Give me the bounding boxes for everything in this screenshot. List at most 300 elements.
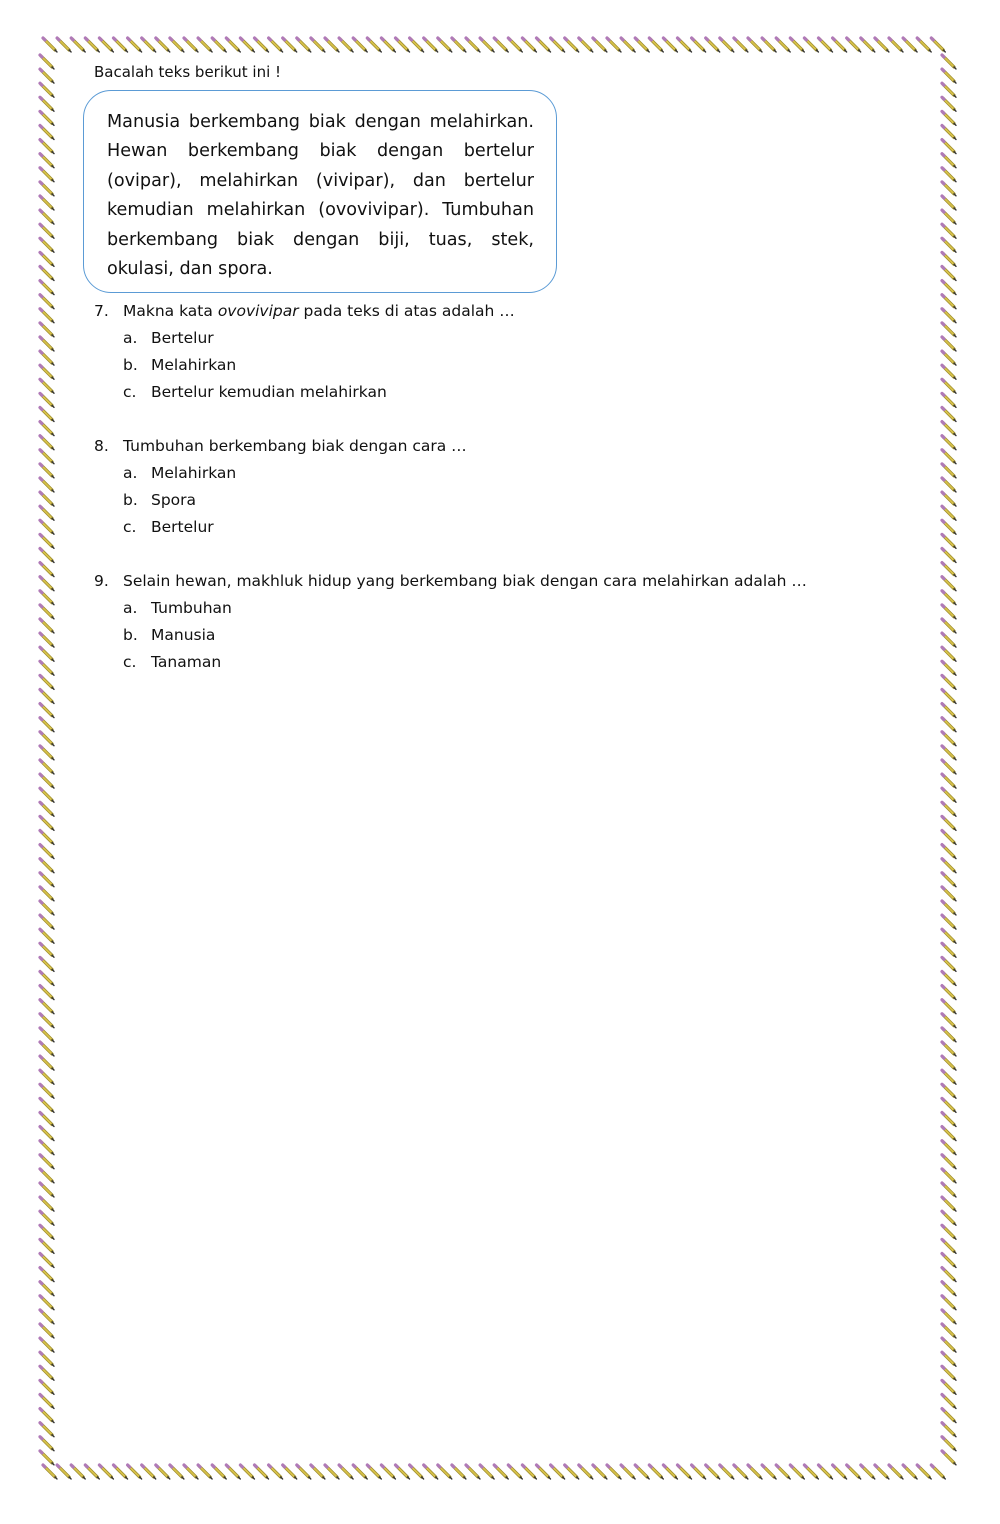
pencil-icon bbox=[522, 1465, 536, 1479]
pencil-icon bbox=[410, 1465, 424, 1479]
pencil-icon bbox=[40, 97, 54, 111]
question-7-options bbox=[94, 325, 914, 406]
pencil-icon bbox=[734, 1465, 748, 1479]
option-text: Tanaman bbox=[151, 653, 222, 671]
pencil-icon bbox=[255, 38, 269, 52]
pencil-icon bbox=[40, 126, 54, 140]
pencil-icon bbox=[40, 577, 54, 591]
pencil-icon bbox=[40, 1056, 54, 1070]
pencil-icon bbox=[942, 238, 956, 252]
pencil-icon bbox=[396, 1465, 410, 1479]
pencil-icon bbox=[942, 182, 956, 196]
pencil-icon bbox=[353, 38, 367, 52]
option-letter: c. bbox=[123, 383, 137, 401]
option-text: Bertelur bbox=[151, 518, 214, 536]
pencil-icon bbox=[942, 1437, 956, 1451]
pencil-icon bbox=[40, 1338, 54, 1352]
pencil-icon bbox=[494, 38, 508, 52]
option-b[interactable] bbox=[123, 352, 914, 379]
pencil-icon bbox=[40, 633, 54, 647]
pencil-icon bbox=[720, 38, 734, 52]
pencil-icon bbox=[40, 957, 54, 971]
pencil-icon bbox=[942, 450, 956, 464]
pencil-icon bbox=[942, 267, 956, 281]
pencil-icon bbox=[875, 38, 889, 52]
pencil-icon bbox=[40, 1282, 54, 1296]
question-list bbox=[94, 298, 914, 703]
question-text: Makna kata ovovivipar pada teks di atas adalah … bbox=[123, 302, 515, 320]
pencil-icon bbox=[942, 1254, 956, 1268]
reading-passage-box bbox=[83, 90, 557, 293]
pencil-icon bbox=[663, 38, 677, 52]
pencil-icon bbox=[942, 1366, 956, 1380]
pencil-icon bbox=[579, 1465, 593, 1479]
pencil-icon bbox=[381, 1465, 395, 1479]
pencil-icon bbox=[40, 802, 54, 816]
pencil-icon bbox=[283, 38, 297, 52]
pencil-icon bbox=[240, 1465, 254, 1479]
pencil-icon bbox=[40, 1296, 54, 1310]
pencil-icon bbox=[198, 1465, 212, 1479]
question-9 bbox=[94, 568, 914, 676]
pencil-icon bbox=[903, 1465, 917, 1479]
pencil-icon bbox=[942, 1380, 956, 1394]
pencil-icon bbox=[466, 1465, 480, 1479]
question-8-options bbox=[94, 460, 914, 541]
pencil-icon bbox=[40, 690, 54, 704]
pencil-icon bbox=[706, 1465, 720, 1479]
option-b[interactable] bbox=[123, 487, 914, 514]
pencil-icon bbox=[480, 1465, 494, 1479]
pencil-icon bbox=[71, 1465, 85, 1479]
question-number: 7. bbox=[94, 302, 109, 320]
pencil-icon bbox=[40, 887, 54, 901]
pencil-icon bbox=[942, 154, 956, 168]
pencil-icon bbox=[847, 38, 861, 52]
option-a[interactable] bbox=[123, 325, 914, 352]
pencil-icon bbox=[942, 323, 956, 337]
pencil-icon bbox=[40, 549, 54, 563]
pencil-icon bbox=[40, 1437, 54, 1451]
pencil-icon bbox=[903, 38, 917, 52]
pencil-icon bbox=[452, 1465, 466, 1479]
pencil-icon bbox=[40, 704, 54, 718]
italic-term: ovovivipar bbox=[217, 302, 299, 320]
pencil-icon bbox=[861, 38, 875, 52]
pencil-icon bbox=[40, 168, 54, 182]
pencil-icon bbox=[942, 943, 956, 957]
option-a[interactable] bbox=[123, 460, 914, 487]
pencil-icon bbox=[537, 1465, 551, 1479]
pencil-icon bbox=[40, 1127, 54, 1141]
pencil-icon bbox=[942, 873, 956, 887]
pencil-icon bbox=[942, 506, 956, 520]
pencil-icon bbox=[508, 38, 522, 52]
pencil-icon bbox=[819, 1465, 833, 1479]
pencil-icon bbox=[269, 1465, 283, 1479]
pencil-icon bbox=[942, 647, 956, 661]
pencil-icon bbox=[438, 1465, 452, 1479]
pencil-icon bbox=[692, 1465, 706, 1479]
pencil-icon bbox=[40, 1380, 54, 1394]
option-text: Manusia bbox=[151, 626, 216, 644]
pencil-icon bbox=[40, 1084, 54, 1098]
pencil-icon bbox=[942, 1451, 956, 1465]
pencil-icon bbox=[663, 1465, 677, 1479]
question-number: 9. bbox=[94, 572, 109, 590]
pencil-icon bbox=[942, 1268, 956, 1282]
pencil-icon bbox=[424, 38, 438, 52]
pencil-icon bbox=[942, 591, 956, 605]
pencil-icon bbox=[40, 1268, 54, 1282]
pencil-border-right bbox=[942, 55, 956, 1465]
pencil-icon bbox=[593, 1465, 607, 1479]
pencil-icon bbox=[942, 1141, 956, 1155]
pencil-icon bbox=[942, 1098, 956, 1112]
pencil-icon bbox=[635, 38, 649, 52]
pencil-icon bbox=[40, 111, 54, 125]
pencil-icon bbox=[325, 38, 339, 52]
pencil-icon bbox=[942, 1084, 956, 1098]
instruction-text: Bacalah teks berikut ini ! bbox=[94, 63, 282, 81]
pencil-icon bbox=[942, 1183, 956, 1197]
pencil-icon bbox=[40, 915, 54, 929]
pencil-icon bbox=[833, 1465, 847, 1479]
pencil-icon bbox=[283, 1465, 297, 1479]
pencil-icon bbox=[804, 38, 818, 52]
pencil-icon bbox=[40, 408, 54, 422]
pencil-icon bbox=[942, 1169, 956, 1183]
pencil-icon bbox=[40, 393, 54, 407]
option-c[interactable] bbox=[123, 649, 914, 676]
pencil-icon bbox=[804, 1465, 818, 1479]
pencil-icon bbox=[40, 323, 54, 337]
option-letter: b. bbox=[123, 356, 138, 374]
pencil-icon bbox=[85, 38, 99, 52]
pencil-icon bbox=[942, 1423, 956, 1437]
pencil-icon bbox=[593, 38, 607, 52]
pencil-icon bbox=[40, 492, 54, 506]
pencil-icon bbox=[942, 1338, 956, 1352]
option-b[interactable] bbox=[123, 622, 914, 649]
pencil-icon bbox=[170, 38, 184, 52]
option-letter: b. bbox=[123, 626, 138, 644]
pencil-icon bbox=[942, 224, 956, 238]
pencil-icon bbox=[40, 774, 54, 788]
pencil-icon bbox=[942, 1056, 956, 1070]
pencil-icon bbox=[410, 38, 424, 52]
pencil-icon bbox=[40, 1141, 54, 1155]
pencil-border-left bbox=[40, 55, 54, 1465]
pencil-icon bbox=[942, 1197, 956, 1211]
pencil-icon bbox=[942, 1000, 956, 1014]
pencil-icon bbox=[142, 38, 156, 52]
pencil-icon bbox=[942, 140, 956, 154]
pencil-icon bbox=[40, 1000, 54, 1014]
pencil-icon bbox=[579, 38, 593, 52]
pencil-icon bbox=[678, 38, 692, 52]
pencil-icon bbox=[466, 38, 480, 52]
pencil-icon bbox=[40, 534, 54, 548]
pencil-icon bbox=[551, 38, 565, 52]
pencil-icon bbox=[942, 859, 956, 873]
pencil-icon bbox=[40, 1239, 54, 1253]
pencil-icon bbox=[212, 1465, 226, 1479]
pencil-icon bbox=[942, 520, 956, 534]
pencil-icon bbox=[942, 760, 956, 774]
pencil-icon bbox=[942, 281, 956, 295]
question-number: 8. bbox=[94, 437, 109, 455]
pencil-icon bbox=[184, 38, 198, 52]
pencil-icon bbox=[942, 845, 956, 859]
pencil-icon bbox=[43, 38, 57, 52]
pencil-icon bbox=[942, 337, 956, 351]
pencil-icon bbox=[790, 38, 804, 52]
pencil-icon bbox=[942, 929, 956, 943]
question-text: Tumbuhan berkembang biak dengan cara … bbox=[123, 437, 467, 455]
option-text: Tumbuhan bbox=[151, 599, 232, 617]
pencil-icon bbox=[942, 295, 956, 309]
pencil-icon bbox=[942, 379, 956, 393]
pencil-icon bbox=[819, 38, 833, 52]
pencil-icon bbox=[40, 943, 54, 957]
pencil-icon bbox=[621, 38, 635, 52]
pencil-icon bbox=[635, 1465, 649, 1479]
pencil-icon bbox=[942, 126, 956, 140]
pencil-icon bbox=[522, 38, 536, 52]
pencil-icon bbox=[99, 1465, 113, 1479]
pencil-icon bbox=[942, 887, 956, 901]
pencil-icon bbox=[942, 549, 956, 563]
pencil-icon bbox=[40, 746, 54, 760]
pencil-icon bbox=[942, 210, 956, 224]
pencil-icon bbox=[942, 1070, 956, 1084]
pencil-icon bbox=[40, 619, 54, 633]
pencil-icon bbox=[942, 393, 956, 407]
pencil-icon bbox=[40, 845, 54, 859]
pencil-border-top bbox=[43, 38, 945, 52]
pencil-icon bbox=[142, 1465, 156, 1479]
pencil-icon bbox=[942, 168, 956, 182]
pencil-icon bbox=[40, 1451, 54, 1465]
pencil-icon bbox=[790, 1465, 804, 1479]
option-letter: c. bbox=[123, 518, 137, 536]
pencil-icon bbox=[40, 929, 54, 943]
pencil-icon bbox=[942, 1409, 956, 1423]
pencil-icon bbox=[99, 38, 113, 52]
pencil-icon bbox=[748, 38, 762, 52]
pencil-icon bbox=[297, 1465, 311, 1479]
pencil-icon bbox=[942, 408, 956, 422]
pencil-icon bbox=[40, 675, 54, 689]
option-c[interactable] bbox=[123, 514, 914, 541]
pencil-icon bbox=[40, 252, 54, 266]
pencil-icon bbox=[942, 83, 956, 97]
pencil-icon bbox=[40, 1423, 54, 1437]
pencil-icon bbox=[917, 38, 931, 52]
pencil-icon bbox=[40, 182, 54, 196]
pencil-icon bbox=[40, 140, 54, 154]
pencil-icon bbox=[942, 492, 956, 506]
pencil-icon bbox=[71, 38, 85, 52]
pencil-icon bbox=[40, 901, 54, 915]
pencil-icon bbox=[170, 1465, 184, 1479]
pencil-icon bbox=[942, 915, 956, 929]
option-letter: a. bbox=[123, 329, 138, 347]
pencil-icon bbox=[942, 1211, 956, 1225]
pencil-icon bbox=[889, 38, 903, 52]
pencil-icon bbox=[942, 619, 956, 633]
pencil-icon bbox=[847, 1465, 861, 1479]
pencil-icon bbox=[942, 97, 956, 111]
pencil-icon bbox=[942, 675, 956, 689]
pencil-icon bbox=[706, 38, 720, 52]
pencil-icon bbox=[942, 309, 956, 323]
pencil-icon bbox=[942, 957, 956, 971]
option-letter: b. bbox=[123, 491, 138, 509]
option-a[interactable] bbox=[123, 595, 914, 622]
pencil-icon bbox=[942, 746, 956, 760]
pencil-icon bbox=[942, 1352, 956, 1366]
pencil-icon bbox=[833, 38, 847, 52]
pencil-icon bbox=[40, 605, 54, 619]
pencil-icon bbox=[424, 1465, 438, 1479]
pencil-icon bbox=[649, 38, 663, 52]
pencil-icon bbox=[942, 901, 956, 915]
pencil-icon bbox=[40, 1098, 54, 1112]
pencil-icon bbox=[942, 1042, 956, 1056]
pencil-icon bbox=[40, 647, 54, 661]
pencil-icon bbox=[40, 55, 54, 69]
pencil-icon bbox=[40, 563, 54, 577]
question-9-options bbox=[94, 595, 914, 676]
pencil-icon bbox=[114, 1465, 128, 1479]
pencil-icon bbox=[40, 1042, 54, 1056]
pencil-icon bbox=[40, 196, 54, 210]
pencil-icon bbox=[40, 831, 54, 845]
pencil-icon bbox=[40, 1254, 54, 1268]
pencil-icon bbox=[942, 972, 956, 986]
pencil-icon bbox=[40, 1028, 54, 1042]
pencil-icon bbox=[156, 38, 170, 52]
pencil-icon bbox=[861, 1465, 875, 1479]
pencil-icon bbox=[692, 38, 706, 52]
pencil-icon bbox=[156, 1465, 170, 1479]
pencil-icon bbox=[40, 1352, 54, 1366]
pencil-icon bbox=[40, 267, 54, 281]
pencil-icon bbox=[40, 436, 54, 450]
option-c[interactable] bbox=[123, 379, 914, 406]
pencil-icon bbox=[942, 1014, 956, 1028]
pencil-icon bbox=[621, 1465, 635, 1479]
pencil-icon bbox=[40, 281, 54, 295]
pencil-icon bbox=[942, 1127, 956, 1141]
pencil-icon bbox=[889, 1465, 903, 1479]
pencil-icon bbox=[40, 224, 54, 238]
question-8 bbox=[94, 433, 914, 541]
pencil-icon bbox=[942, 1113, 956, 1127]
pencil-icon bbox=[875, 1465, 889, 1479]
pencil-icon bbox=[942, 802, 956, 816]
pencil-icon bbox=[942, 534, 956, 548]
pencil-icon bbox=[226, 1465, 240, 1479]
pencil-icon bbox=[762, 38, 776, 52]
pencil-icon bbox=[40, 859, 54, 873]
pencil-icon bbox=[40, 1183, 54, 1197]
pencil-icon bbox=[762, 1465, 776, 1479]
pencil-icon bbox=[367, 38, 381, 52]
pencil-icon bbox=[565, 38, 579, 52]
pencil-icon bbox=[40, 309, 54, 323]
pencil-icon bbox=[942, 605, 956, 619]
pencil-icon bbox=[607, 1465, 621, 1479]
pencil-icon bbox=[40, 1324, 54, 1338]
pencil-icon bbox=[40, 816, 54, 830]
pencil-icon bbox=[40, 154, 54, 168]
pencil-icon bbox=[240, 38, 254, 52]
pencil-icon bbox=[311, 38, 325, 52]
pencil-icon bbox=[438, 38, 452, 52]
pencil-icon bbox=[942, 1239, 956, 1253]
pencil-icon bbox=[40, 1155, 54, 1169]
pencil-icon bbox=[325, 1465, 339, 1479]
question-9-stem bbox=[94, 568, 914, 595]
pencil-icon bbox=[212, 38, 226, 52]
pencil-icon bbox=[184, 1465, 198, 1479]
option-text: Bertelur bbox=[151, 329, 214, 347]
pencil-icon bbox=[942, 1310, 956, 1324]
pencil-icon bbox=[565, 1465, 579, 1479]
pencil-icon bbox=[917, 1465, 931, 1479]
pencil-icon bbox=[40, 351, 54, 365]
pencil-icon bbox=[367, 1465, 381, 1479]
pencil-icon bbox=[40, 238, 54, 252]
pencil-icon bbox=[353, 1465, 367, 1479]
pencil-icon bbox=[40, 1014, 54, 1028]
pencil-icon bbox=[40, 520, 54, 534]
pencil-icon bbox=[40, 506, 54, 520]
pencil-icon bbox=[776, 38, 790, 52]
pencil-icon bbox=[942, 1282, 956, 1296]
pencil-icon bbox=[494, 1465, 508, 1479]
pencil-icon bbox=[942, 774, 956, 788]
pencil-icon bbox=[40, 464, 54, 478]
pencil-icon bbox=[942, 55, 956, 69]
pencil-icon bbox=[40, 478, 54, 492]
pencil-icon bbox=[339, 38, 353, 52]
pencil-icon bbox=[40, 1366, 54, 1380]
pencil-icon bbox=[649, 1465, 663, 1479]
pencil-icon bbox=[40, 83, 54, 97]
pencil-icon bbox=[40, 972, 54, 986]
pencil-icon bbox=[931, 38, 945, 52]
pencil-icon bbox=[396, 38, 410, 52]
pencil-icon bbox=[40, 365, 54, 379]
pencil-icon bbox=[942, 1225, 956, 1239]
pencil-icon bbox=[942, 661, 956, 675]
pencil-icon bbox=[40, 732, 54, 746]
pencil-icon bbox=[942, 1296, 956, 1310]
pencil-icon bbox=[40, 718, 54, 732]
pencil-icon bbox=[942, 365, 956, 379]
question-8-stem bbox=[94, 433, 914, 460]
pencil-icon bbox=[942, 111, 956, 125]
pencil-icon bbox=[269, 38, 283, 52]
pencil-icon bbox=[942, 252, 956, 266]
option-letter: a. bbox=[123, 464, 138, 482]
option-text: Melahirkan bbox=[151, 356, 237, 374]
pencil-icon bbox=[85, 1465, 99, 1479]
